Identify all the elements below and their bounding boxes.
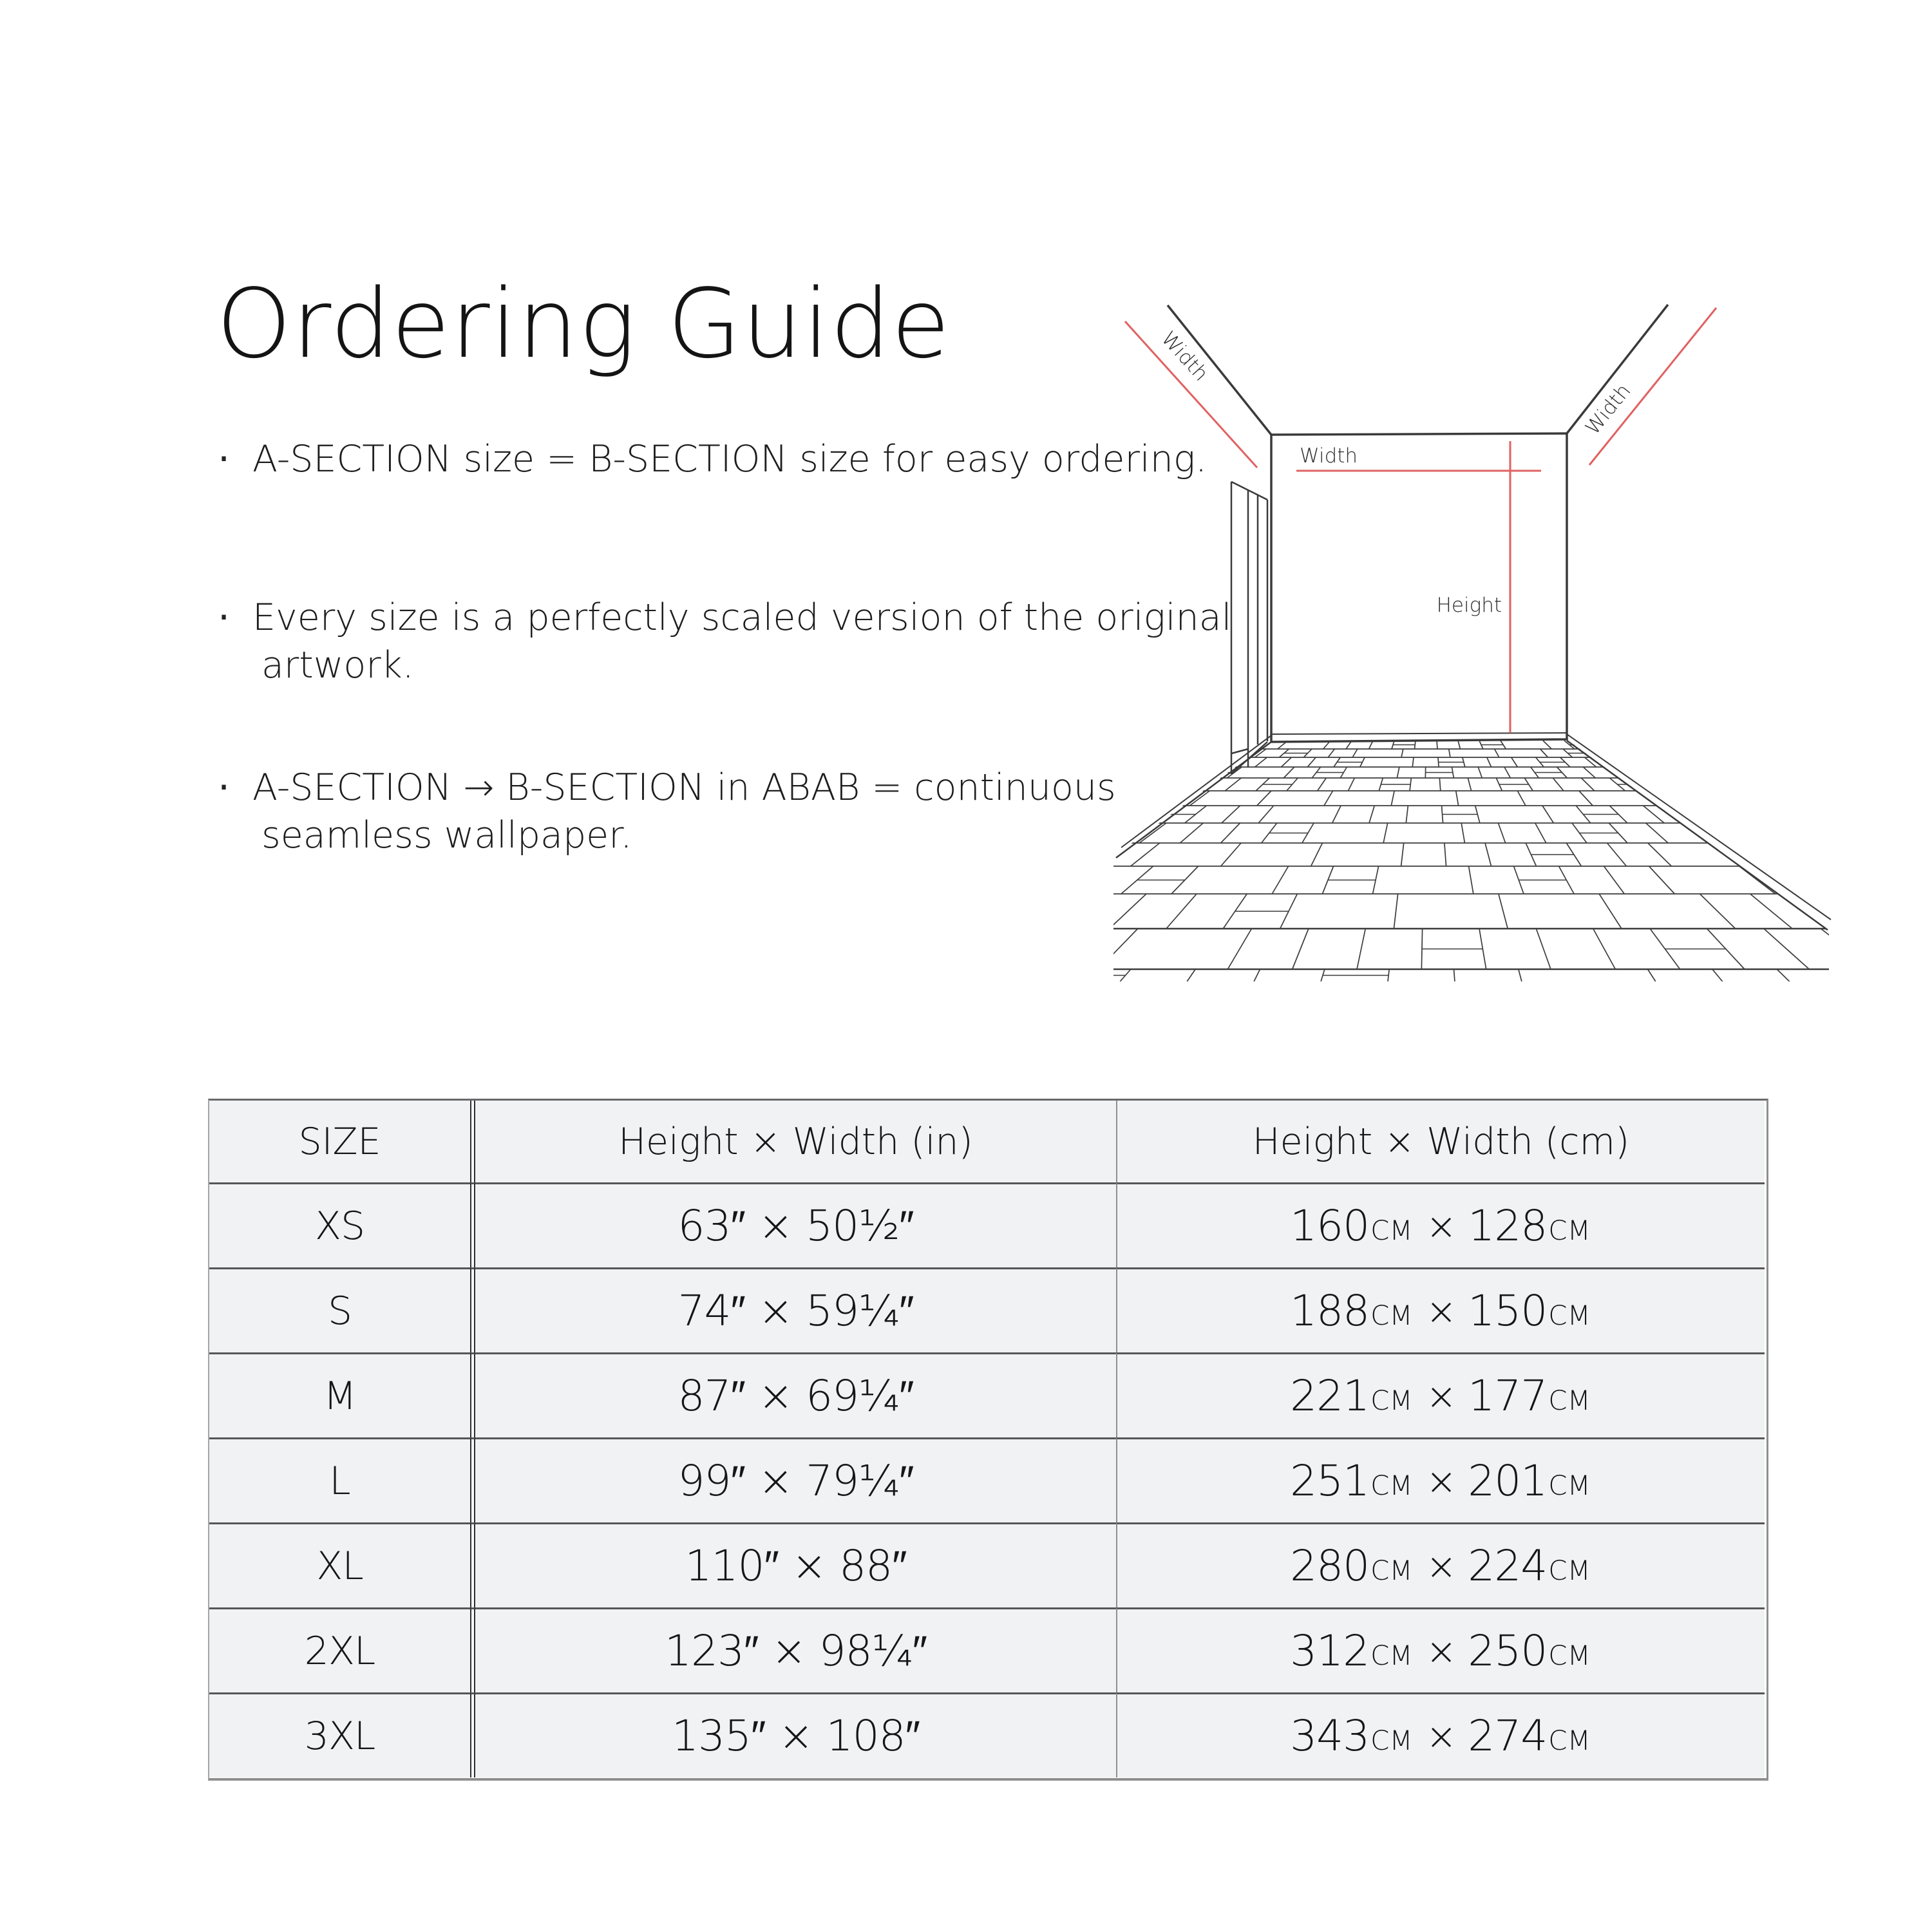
bullet-item-3 <box>218 764 1116 859</box>
column-divider <box>470 1692 475 1777</box>
header-inches: Height × Width (in) <box>475 1101 1116 1182</box>
cm-width: 274 <box>1468 1711 1548 1761</box>
cell-size: S <box>209 1267 470 1352</box>
cm-width: 201 <box>1468 1456 1548 1506</box>
cell-cm <box>1116 1437 1765 1522</box>
cm-width: 177 <box>1468 1371 1548 1421</box>
width-label-left: Width <box>1156 327 1213 386</box>
bullet-item-2 <box>218 594 1232 689</box>
cell-inches: 123″ × 98¼″ <box>475 1607 1116 1692</box>
multiply-sign: × <box>1425 1714 1457 1758</box>
width-line-left-ceiling <box>1125 321 1257 468</box>
bullet-text: A-SECTION → B-SECTION in ABAB = continuous <box>252 766 1116 809</box>
baseboard-back <box>1271 733 1567 734</box>
cell-inches: 110″ × 88″ <box>475 1522 1116 1607</box>
column-divider <box>470 1437 475 1522</box>
cm-width: 224 <box>1468 1541 1548 1591</box>
cm-height: 251 <box>1290 1456 1370 1506</box>
cell-size: XL <box>209 1522 470 1607</box>
cm-unit: CM <box>1548 1300 1591 1331</box>
multiply-sign: × <box>1425 1459 1457 1503</box>
cm-unit: CM <box>1548 1640 1591 1671</box>
multiply-sign: × <box>1425 1374 1457 1418</box>
cell-inches: 99″ × 79¼″ <box>475 1437 1116 1522</box>
cm-unit: CM <box>1548 1470 1591 1501</box>
multiply-sign: × <box>1425 1289 1457 1333</box>
parquet-floor <box>1111 741 1835 981</box>
cell-size: L <box>209 1437 470 1522</box>
header-cm: Height × Width (cm) <box>1116 1101 1765 1182</box>
door <box>1231 482 1267 774</box>
bullet-text: Every size is a perfectly scaled version of the original <box>252 596 1232 639</box>
cell-cm <box>1116 1607 1765 1692</box>
cm-unit: CM <box>1370 1470 1413 1501</box>
height-label: Height <box>1436 594 1502 617</box>
cell-cm <box>1116 1182 1765 1267</box>
column-divider <box>470 1522 475 1607</box>
cm-width: 128 <box>1468 1201 1548 1251</box>
cell-cm <box>1116 1352 1765 1437</box>
cell-inches: 74″ × 59¼″ <box>475 1267 1116 1352</box>
bullet-text: A-SECTION size = B-SECTION size for easy ordering. <box>252 438 1208 480</box>
cell-size: M <box>209 1352 470 1437</box>
cm-height: 188 <box>1290 1286 1370 1336</box>
bullet-marker: · <box>218 437 231 482</box>
cell-size: 2XL <box>209 1607 470 1692</box>
cell-cm <box>1116 1522 1765 1607</box>
wall-base-right-trim <box>1567 734 1831 920</box>
cell-inches: 87″ × 69¼″ <box>475 1352 1116 1437</box>
column-divider <box>470 1607 475 1692</box>
cell-size: XS <box>209 1182 470 1267</box>
cell-cm <box>1116 1692 1765 1777</box>
cm-unit: CM <box>1370 1640 1413 1671</box>
cm-width: 150 <box>1468 1286 1548 1336</box>
measurement-lines <box>1125 308 1716 733</box>
column-divider <box>470 1352 475 1437</box>
cm-unit: CM <box>1548 1385 1591 1416</box>
width-label-right: Width <box>1580 379 1636 440</box>
column-divider <box>470 1101 475 1182</box>
cm-height: 280 <box>1290 1541 1370 1591</box>
cm-unit: CM <box>1370 1385 1413 1416</box>
cell-inches: 135″ × 108″ <box>475 1692 1116 1777</box>
cell-inches: 63″ × 50½″ <box>475 1182 1116 1267</box>
cm-height: 221 <box>1290 1371 1370 1421</box>
room-walls <box>1116 305 1831 930</box>
cm-height: 160 <box>1290 1201 1370 1251</box>
width-label-back: Width <box>1300 444 1358 468</box>
cm-height: 343 <box>1290 1711 1370 1761</box>
back-wall <box>1271 433 1567 742</box>
page-title: Ordering Guide <box>216 269 951 380</box>
multiply-sign: × <box>1425 1629 1457 1673</box>
size-table <box>208 1099 1768 1781</box>
bullet-text: artwork. <box>261 644 414 687</box>
cm-unit: CM <box>1548 1215 1591 1246</box>
column-divider <box>470 1182 475 1267</box>
multiply-sign: × <box>1425 1204 1457 1248</box>
cm-unit: CM <box>1548 1725 1591 1756</box>
cm-width: 250 <box>1468 1626 1548 1676</box>
column-divider <box>470 1267 475 1352</box>
cm-unit: CM <box>1370 1555 1413 1586</box>
bullet-marker: · <box>218 595 231 640</box>
header-size: SIZE <box>209 1101 470 1182</box>
bullet-text: seamless wallpaper. <box>261 814 632 857</box>
bullet-marker: · <box>218 765 231 810</box>
bullet-item-1 <box>218 435 1207 483</box>
wall-base-right <box>1567 741 1828 930</box>
cm-height: 312 <box>1290 1626 1370 1676</box>
cm-unit: CM <box>1548 1555 1591 1586</box>
cell-size: 3XL <box>209 1692 470 1777</box>
cell-cm <box>1116 1267 1765 1352</box>
width-line-right-ceiling <box>1589 308 1716 465</box>
cm-unit: CM <box>1370 1725 1413 1756</box>
multiply-sign: × <box>1425 1544 1457 1588</box>
cm-unit: CM <box>1370 1215 1413 1246</box>
room-diagram <box>1111 277 1835 989</box>
cm-unit: CM <box>1370 1300 1413 1331</box>
